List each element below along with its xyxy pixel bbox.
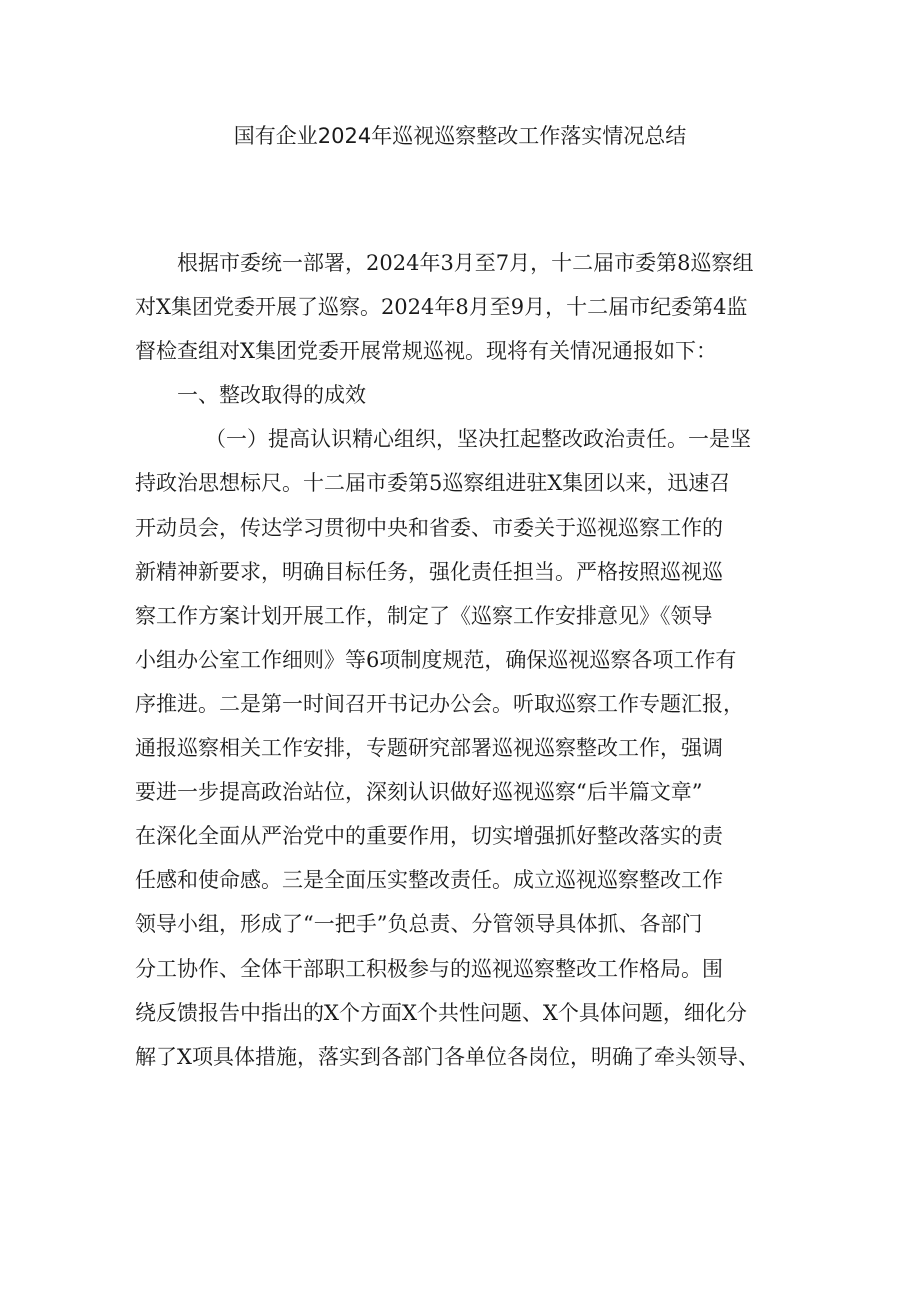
paragraph-line: 要进一步提高政治站位，深刻认识做好巡视巡察“后半篇文章”	[135, 780, 703, 805]
paragraph-line: 开动员会，传达学习贯彻中央和省委、市委关于巡视巡察工作的	[135, 515, 723, 540]
paragraph-line: 领导小组，形成了“一把手”负总责、分管领导具体抓、各部门	[135, 912, 703, 937]
paragraph-line: 分工协作、全体干部职工积极参与的巡视巡察整改工作格局。围	[135, 956, 723, 981]
paragraph-line: 序推进。二是第一时间召开书记办公会。听取巡察工作专题汇报，	[135, 691, 744, 716]
paragraph-line: （一）提高认识精心组织，坚决扛起整改政治责任。一是坚	[205, 427, 751, 452]
document-title: 国有企业2024年巡视巡察整改工作落实情况总结	[233, 124, 687, 148]
paragraph-line: 察工作方案计划开展工作，制定了《巡察工作安排意见》《领导	[135, 603, 713, 628]
paragraph-line: 督检查组对X集团党委开展常规巡视。现将有关情况通报如下：	[135, 339, 717, 364]
paragraph-line: 小组办公室工作细则》等6项制度规范，确保巡视巡察各项工作有	[135, 647, 737, 672]
paragraph-line: 在深化全面从严治党中的重要作用，切实增强抓好整改落实的责	[135, 824, 723, 849]
paragraph-line: 任感和使命感。三是全面压实整改责任。成立巡视巡察整改工作	[135, 868, 723, 893]
paragraph-line: 新精神新要求，明确目标任务，强化责任担当。严格按照巡视巡	[135, 559, 723, 584]
paragraph-line: 根据市委统一部署，2024年3月至7月，十二届市委第8巡察组	[177, 251, 754, 275]
paragraph-line: 对X集团党委开展了巡察。2024年8月至9月，十二届市纪委第4监	[135, 295, 748, 320]
document-body	[135, 241, 795, 1079]
paragraph-line: 绕反馈报告中指出的X个方面X个共性问题、X个具体问题，细化分	[135, 1000, 747, 1025]
paragraph-line: 解了X项具体措施，落实到各部门各单位各岗位，明确了牵头领导、	[135, 1044, 759, 1069]
section-heading: 一、整改取得的成效	[177, 383, 366, 408]
paragraph-line: 持政治思想标尺。十二届市委第5巡察组进驻X集团以来，迅速召	[135, 471, 731, 496]
paragraph-line: 通报巡察相关工作安排，专题研究部署巡视巡察整改工作，强调	[135, 736, 723, 761]
